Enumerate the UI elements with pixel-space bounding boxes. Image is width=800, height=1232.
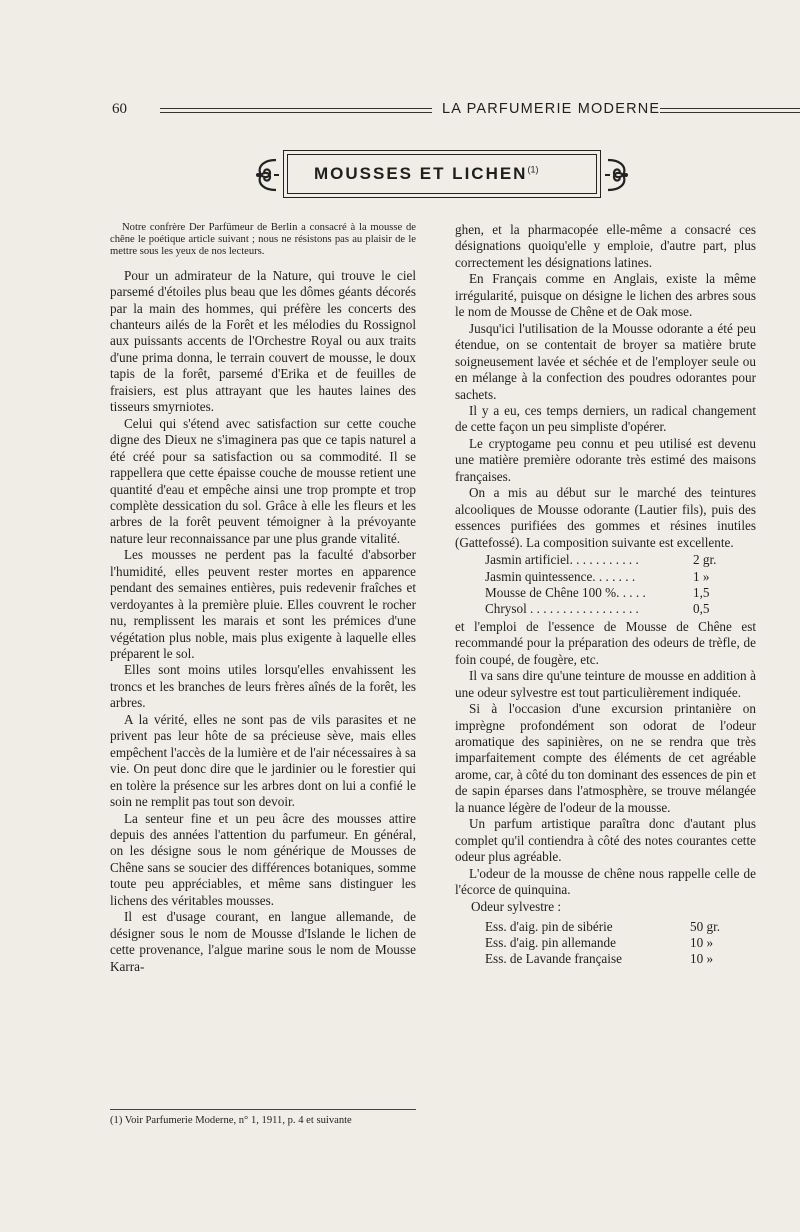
- page-number: 60: [112, 101, 127, 117]
- recipe-row: [485, 951, 735, 967]
- fleuron-icon: [254, 156, 280, 194]
- title-frame: [283, 150, 601, 198]
- article-title-block: [254, 150, 630, 200]
- footnote-rule: [110, 1109, 416, 1110]
- formula-row: [485, 601, 735, 617]
- paragraph: Le cryptogame peu connu et peu utilisé est devenu une matière première odorante très estimé des maisons françaises.: [455, 435, 756, 484]
- right-column: [455, 222, 756, 968]
- paragraph: et l'emploi de l'essence de Mousse de Chêne est recommandé pour la préparation des odeurs de trèfle, de foin coupé, de fougère, etc.: [455, 618, 756, 667]
- footnote: (1) Voir Parfumerie Moderne, n° 1, 1911, p. 4 et suivante: [110, 1115, 352, 1126]
- recipe-table: [471, 898, 735, 968]
- formula-quantity: 2 gr.: [693, 552, 717, 568]
- fleuron-icon: [604, 156, 630, 194]
- intro-note: Notre confrère Der Parfümeur de Berlin a consacré à la mousse de chêne le poétique article suivant ; nous ne résistons pas au plaisir de le mettre sous les yeux de nos lecteurs.: [110, 222, 416, 258]
- recipe-quantity: 10 »: [690, 951, 714, 967]
- formula-ingredient: Chrysol . . . . . . . . . . . . . . . . .: [485, 601, 639, 617]
- formula-ingredient: Jasmin artificiel. . . . . . . . . . .: [485, 552, 639, 568]
- formula-quantity: 0,5: [693, 601, 710, 617]
- recipe-quantity: 10 »: [690, 934, 714, 950]
- article-title: [314, 164, 538, 184]
- recipe-ingredient: Ess. d'aig. pin allemande: [485, 934, 616, 950]
- article-title-text: MOUSSES ET LICHEN: [314, 164, 528, 183]
- paragraph: On a mis au début sur le marché des teintures alcooliques de Mousse odorante (Lautier fils), puis des essences purifiées des gommes et résines inutiles (Gattefossé). La composition suivante est excellente.: [455, 485, 756, 550]
- recipe-quantity: 50 gr.: [690, 918, 721, 934]
- paragraph: Un parfum artistique paraîtra donc d'autant plus complet qu'il contiendra à côté des notes courantes cette odeur plus agréable.: [455, 816, 756, 865]
- header-rule-left: [160, 108, 432, 113]
- formula-table: [485, 552, 735, 618]
- recipe-title: Odeur sylvestre :: [471, 898, 562, 914]
- formula-row: [485, 552, 735, 568]
- formula-quantity: 1 »: [693, 568, 710, 584]
- paragraph: Si à l'occasion d'une excursion printanière on imprègne profondément son odorat de l'odeur aromatique des sapinières, on ne se rendra que très imparfaitement compte des éléments de cet agréable arome, car, à côté du ton dominant des essences de pin et de sapin éparses dans l'atmosphère, se trouve mélangée la nuance légère de l'odeur de la mousse.: [455, 701, 756, 815]
- left-column: [110, 222, 416, 975]
- paragraph: La senteur fine et un peu âcre des mousses attire depuis des années l'attention du parfumeur. En général, on les désigne sous le nom générique de Mousses de Chêne sans se soucier des différences botaniques, somme toute peu appréciables, et même sans distinguer les lichens des véritables mousses.: [110, 810, 416, 908]
- paragraph: En Français comme en Anglais, existe la même irrégularité, puisque on désigne le lichen des arbres sous le nom de Mousse de Chêne et de Oak mose.: [455, 271, 756, 320]
- paragraph: Les mousses ne perdent pas la faculté d'absorber l'humidité, elles peuvent rester mortes en apparence pendant des semaines entières, puis redevenir fraîches et verdoyantes à la première pluie. Elles couvrent le rocher nu, remplissent les marais et sont les prémices d'une végétation plus noble, mais plus exigente à laquelle elles préparent le sol.: [110, 547, 416, 662]
- formula-ingredient: Jasmin quintessence. . . . . . .: [485, 568, 636, 584]
- journal-title: LA PARFUMERIE MODERNE: [442, 101, 661, 117]
- paragraph: Il va sans dire qu'une teinture de mousse en addition à une odeur sylvestre est tout particulièrement indiquée.: [455, 668, 756, 700]
- paragraph: L'odeur de la mousse de chêne nous rappelle celle de l'écorce de quinquina.: [455, 865, 756, 898]
- paragraph: Celui qui s'étend avec satisfaction sur cette couche digne des Dieux ne s'imaginera pas que ce tapis naturel a été créé pour sa satisfaction ou sa commodité. Il se rappellera que cette épaisse couche de mousse retient une quantité d'eau et empêche ainsi une trop prompte et trop complète dessication du sol. Grâce à elle les fleurs et les arbres de la forêt peuvent témoigner à la prévoyante nature leur reconnaissance par une plus grande vitalité.: [110, 415, 416, 546]
- paragraph: Il est d'usage courant, en langue allemande, de désigner sous le nom de Mousse d'Islande le lichen de cette provenance, l'algue marine sous le nom de Mousse Karra-: [110, 909, 416, 974]
- title-note-mark: (1): [527, 164, 539, 175]
- running-header: [112, 101, 752, 121]
- paragraph: ghen, et la pharmacopée elle-même a consacré ces désignations quoiqu'elle y emploie, d'autre part, plus correctement les désignations latines.: [455, 222, 756, 270]
- paragraph: Elles sont moins utiles lorsqu'elles envahissent les troncs et les branches de leurs frères aînés de la forêt, les arbres.: [110, 662, 416, 711]
- recipe-ingredient: Ess. de Lavande française: [485, 951, 622, 967]
- paragraph: Il y a eu, ces temps derniers, un radical changement de cette façon un peu simpliste d'opérer.: [455, 402, 756, 435]
- paragraph: A la vérité, elles ne sont pas de vils parasites et ne privent pas leur hôte de sa précieuse sève, mais elles empêchent l'accès de la lumière et de l'air nécessaires à sa vie. On peut donc dire que le jardinier ou le forestier qui en tolère la présence sur les arbres dont on lui a confié le soin ne remplit pas tout son devoir.: [110, 711, 416, 810]
- recipe-row: [485, 919, 735, 935]
- paragraph: Jusqu'ici l'utilisation de la Mousse odorante a été peu étendue, on se contentait de broyer sa matière brute soigneusement lavée et séchée et de l'employer seule ou en mélange à la confection des poudres odorantes pour sachets.: [455, 320, 756, 402]
- formula-ingredient: Mousse de Chêne 100 %. . . . .: [485, 584, 646, 600]
- formula-row: [485, 569, 735, 585]
- paragraph: Pour un admirateur de la Nature, qui trouve le ciel parsemé d'étoiles plus beau que les dômes géants décorés par la main des hommes, qui préfère les concerts des chanteurs ailés de la Forêt et les mélodies du Rossignol aux puissants accents de l'Orchestre Royal ou aux traits d'une prima donna, le terrain couvert de mousse, le doux tapis de la forêt, parsemé d'Erika et de feuilles de fraisiers, est plus attrayant que les hautes laines des tisseurs smyrniotes.: [110, 267, 416, 415]
- recipe-row: [485, 935, 735, 951]
- formula-row: [485, 585, 735, 601]
- formula-quantity: 1,5: [693, 584, 710, 600]
- header-rule-right: [660, 108, 800, 113]
- recipe-ingredient: Ess. d'aig. pin de sibérie: [485, 918, 613, 934]
